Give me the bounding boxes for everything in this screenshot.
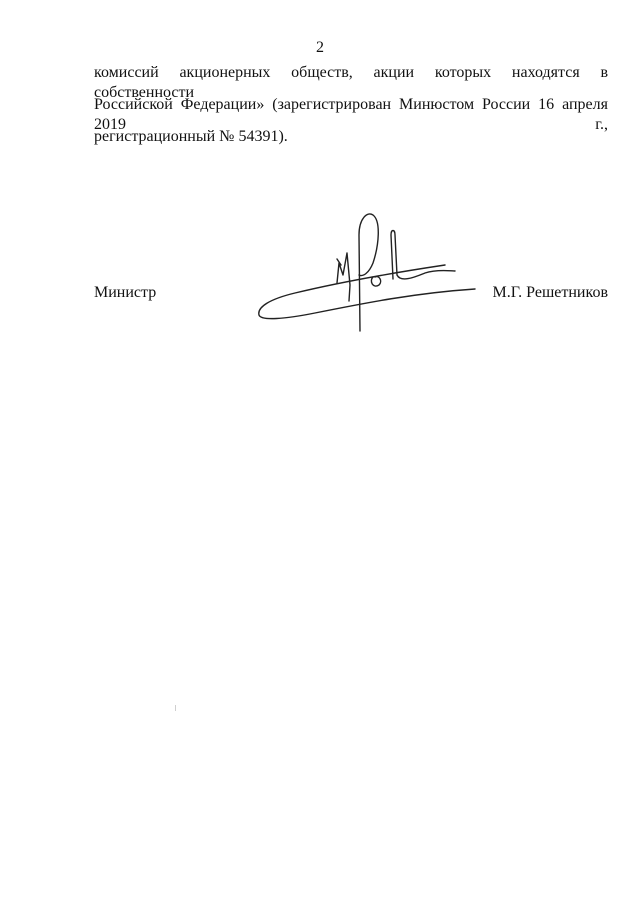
signature-letter-m-stroke bbox=[337, 253, 350, 301]
page-number: 2 bbox=[316, 39, 324, 56]
paragraph-line-1: комиссий акционерных обществ, акции которых находятся в собственности bbox=[94, 64, 608, 101]
signature-letter-r-stroke bbox=[359, 214, 378, 331]
handwritten-signature bbox=[255, 205, 485, 335]
paragraph-line-2: Российской Федерации» (зарегистрирован Минюстом России 16 апреля 2019 г., bbox=[94, 96, 608, 133]
signature-small-loop-stroke bbox=[371, 277, 380, 286]
scan-artifact bbox=[175, 705, 176, 711]
signer-title: Министр bbox=[94, 284, 157, 301]
signer-name: М.Г. Решетников bbox=[492, 284, 608, 301]
paragraph-line-3: регистрационный № 54391). bbox=[94, 128, 288, 145]
